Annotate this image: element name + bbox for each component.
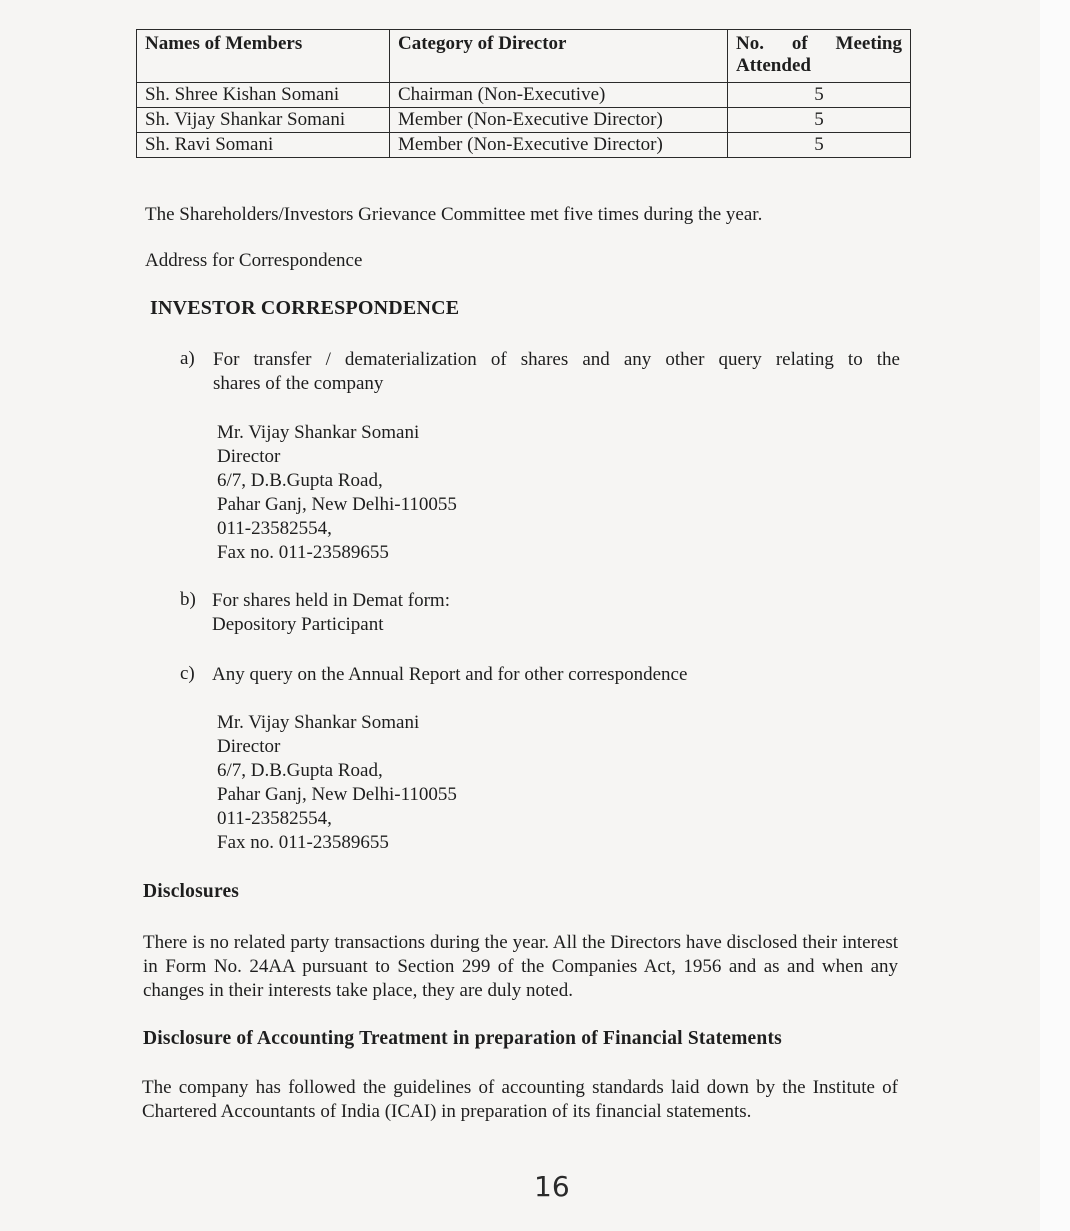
member-name: Sh. Shree Kishan Somani (137, 83, 390, 108)
contact-title: Director (217, 736, 281, 757)
item-b-text-line1: For shares held in Demat form: (212, 590, 450, 611)
contact-phone: 011-23582554, (217, 518, 332, 539)
header-names: Names of Members (137, 30, 390, 83)
table-row (137, 133, 911, 158)
contact-fax: Fax no. 011-23589655 (217, 832, 389, 853)
contact-block-c (217, 711, 457, 855)
contact-title: Director (217, 446, 281, 467)
disclosures-heading: Disclosures (143, 881, 240, 902)
header-category: Category of Director (390, 30, 728, 83)
table-header-row (137, 30, 911, 83)
contact-address1: 6/7, D.B.Gupta Road, (217, 760, 383, 781)
member-name: Sh. Vijay Shankar Somani (137, 108, 390, 133)
page-number: 16 (534, 1170, 570, 1203)
member-name: Sh. Ravi Somani (137, 133, 390, 158)
disclosures-text: There is no related party transactions during the year. All the Directors have disclosed their interest in Form No. 24AA pursuant to Section 299 of the Companies Act, 1956 and as and when any changes in their interests take place, they are duly noted. (143, 932, 898, 1001)
member-attended: 5 (728, 83, 911, 108)
contact-fax: Fax no. 011-23589655 (217, 542, 389, 563)
contact-address2: Pahar Ganj, New Delhi-110055 (217, 784, 457, 805)
contact-block-a (217, 421, 457, 565)
member-category: Member (Non-Executive Director) (390, 133, 728, 158)
item-b-text-line2: Depository Participant (212, 614, 384, 635)
committee-members-table (136, 29, 911, 158)
contact-name: Mr. Vijay Shankar Somani (217, 422, 420, 443)
scan-margin (1040, 0, 1070, 1231)
item-c-text-line1: Any query on the Annual Report and for other correspondence (212, 664, 688, 685)
member-attended: 5 (728, 133, 911, 158)
contact-address1: 6/7, D.B.Gupta Road, (217, 470, 383, 491)
committee-statement: The Shareholders/Investors Grievance Committee met five times during the year. (145, 204, 763, 225)
item-a-marker: a) (180, 348, 195, 369)
investor-correspondence-heading: INVESTOR CORRESPONDENCE (150, 297, 460, 319)
address-label: Address for Correspondence (145, 250, 363, 271)
contact-address2: Pahar Ganj, New Delhi-110055 (217, 494, 457, 515)
contact-name: Mr. Vijay Shankar Somani (217, 712, 420, 733)
accounting-text: The company has followed the guidelines of accounting standards laid down by the Institute of Chartered Accountants of India (ICAI) in preparation of its financial statements. (142, 1077, 898, 1122)
item-a-text-line2: shares of the company (213, 373, 384, 394)
member-category: Member (Non-Executive Director) (390, 108, 728, 133)
table-row (137, 108, 911, 133)
item-a-text-line1: For transfer / dematerialization of shares and any other query relating to the (213, 349, 900, 370)
item-b-marker: b) (180, 589, 196, 610)
contact-phone: 011-23582554, (217, 808, 332, 829)
table-row (137, 83, 911, 108)
member-category: Chairman (Non-Executive) (390, 83, 728, 108)
member-attended: 5 (728, 108, 911, 133)
header-meetings-attended: No. of Meeting Attended (728, 30, 911, 83)
accounting-heading: Disclosure of Accounting Treatment in preparation of Financial Statements (143, 1028, 782, 1049)
item-c-marker: c) (180, 663, 195, 684)
